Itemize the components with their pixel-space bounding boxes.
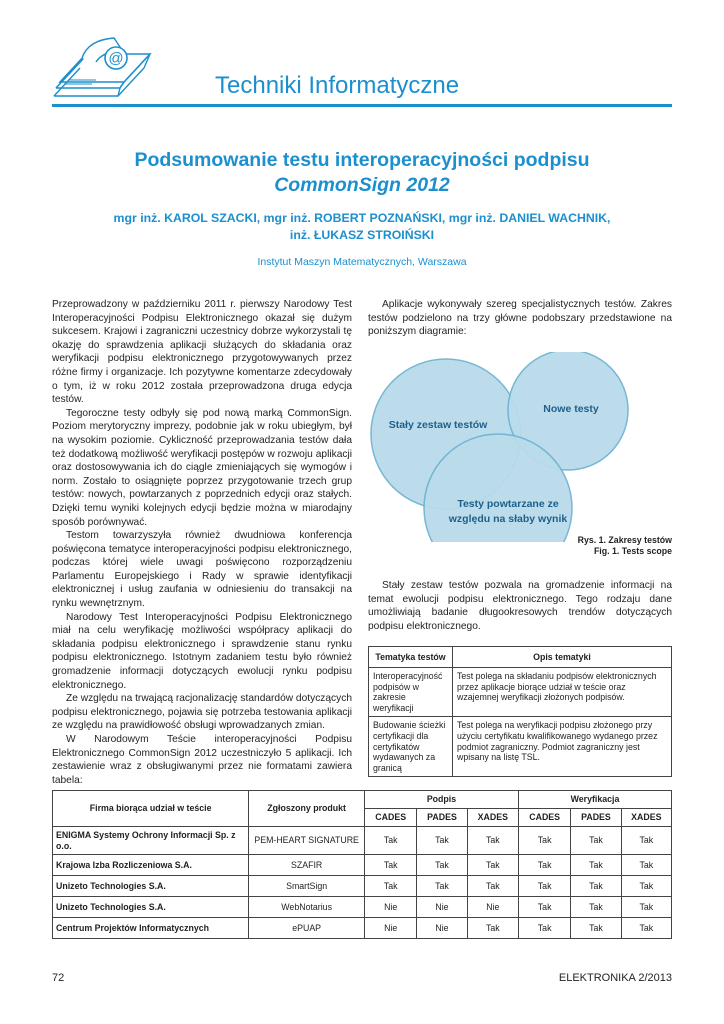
- table-cell: Nie: [467, 897, 518, 918]
- table-cell: WebNotarius: [249, 897, 365, 918]
- table-cell: SZAFIR: [249, 855, 365, 876]
- table-cell: Centrum Projektów Informatycznych: [53, 918, 249, 939]
- test-scope-diagram: [368, 352, 672, 542]
- table-cell: Tak: [417, 876, 467, 897]
- affiliation: Instytut Maszyn Matematycznych, Warszawa: [257, 256, 467, 268]
- caption-en: Fig. 1. Tests scope: [593, 546, 672, 556]
- table-cell: Tak: [518, 918, 570, 939]
- table-cell: Unizeto Technologies S.A.: [53, 876, 249, 897]
- table-cell: Tak: [467, 876, 518, 897]
- right-column-body: [368, 579, 672, 633]
- table-header: Weryfikacja: [518, 791, 671, 809]
- table-header: XADES: [621, 809, 671, 827]
- table-header: Tematyka testów: [369, 647, 453, 668]
- table-cell: Tak: [518, 855, 570, 876]
- email-book-icon: [52, 30, 158, 110]
- table-cell: Tak: [417, 855, 467, 876]
- table-cell: Nie: [365, 918, 417, 939]
- table-row: [53, 827, 672, 855]
- table-cell: Tak: [365, 876, 417, 897]
- table-cell: Test polega na składaniu podpisów elektronicznych przez aplikacje biorące udział w teście oraz wzajemnej weryfikacji złożonych podpisów.: [453, 668, 672, 717]
- table-cell: Tak: [417, 827, 467, 855]
- paragraph: W Narodowym Teście interoperacyjności Podpisu Elektronicznego CommonSign 2012 uczestniczyło 5 aplikacji. Ich zestawienie wraz z obsługiwanymi przez nie formatami zawiera tabela:: [52, 734, 352, 786]
- authors-line2: inż. ŁUKASZ STROIŃSKI: [289, 228, 435, 242]
- table-header: PADES: [571, 809, 621, 827]
- table-cell: Nie: [417, 897, 467, 918]
- table-cell: Test polega na weryfikacji podpisu złożonego przy użyciu certyfikatu kwalifikowanego wydanego przez podmiot zagraniczny. Podmiot zagraniczny jest wpisany na listę TSL.: [453, 717, 672, 777]
- table-cell: Tak: [518, 876, 570, 897]
- table-cell: Tak: [571, 855, 621, 876]
- table-cell: SmartSign: [249, 876, 365, 897]
- article-title-line1: Podsumowanie testu interoperacyjności podpisu: [134, 149, 590, 171]
- authors-line1: mgr inż. KAROL SZACKI, mgr inż. ROBERT POZNAŃSKI, mgr inż. DANIEL WACHNIK,: [113, 211, 611, 225]
- article-title-line2: CommonSign 2012: [274, 174, 450, 196]
- table-header: PADES: [417, 809, 467, 827]
- table-cell: Tak: [365, 855, 417, 876]
- table-header-row: [53, 791, 672, 809]
- section-title: Techniki Informatyczne: [215, 72, 460, 99]
- table-row: [53, 918, 672, 939]
- paragraph: Testom towarzyszyła również dwudniowa konferencja poświęcona tematyce interoperacyjności podpisu elektronicznego, podczas której wiele uwagi poświęcono rozporządzeniu Parlamentu Europejskiego i Rady w sprawie identyfikacji elektronicznej i usług zaufania w odniesieniu do transakcji na rynku wewnętrznym.: [52, 530, 352, 610]
- paragraph: Tegoroczne testy odbyły się pod nową marką CommonSign. Poziom merytoryczny imprezy, podobnie jak w roku ubiegłym, był na wysokim poziomie. Cykliczność przeprowadzania testów dała też dodatkową możliwość weryfikacji postępów w rozwoju aplikacji oraz dostosowywania ich do ciągle zmieniających się wymogów i norm. Zostało to osiągnięte poprzez przygotowanie trzech grup testów: nowych, powtarzanych z poprzednich edycji oraz stałych. Dzięki temu wyniki kolejnych edycji będzie można w miarodajny sposób porównywać.: [52, 407, 352, 528]
- caption-pl: Rys. 1. Zakresy testów: [577, 535, 672, 545]
- article-authors: [52, 210, 672, 244]
- paragraph: Narodowy Test Interoperacyjności Podpisu Elektronicznego miał na celu weryfikację możliwości współpracy aplikacji do składania podpisu elektronicznego i sprawdzenie stanu rynku podpisu elektronicznego. Istotnym zadaniem testu było również gromadzenie informacji dotyczących ewolucji rynku podpisu elektronicznego.: [52, 611, 352, 691]
- table-cell: Unizeto Technologies S.A.: [53, 897, 249, 918]
- table-row: [369, 717, 672, 777]
- table-cell: Tak: [571, 827, 621, 855]
- table-header: Zgłoszony produkt: [249, 791, 365, 827]
- table-cell: Tak: [467, 827, 518, 855]
- table-row: [53, 855, 672, 876]
- table-row: [369, 668, 672, 717]
- table-header: CADES: [518, 809, 570, 827]
- label-powtarzane-1: Testy powtarzane ze: [457, 498, 559, 510]
- table-header: Opis tematyki: [453, 647, 672, 668]
- topics-table: [368, 646, 672, 777]
- paragraph: Przeprowadzony w październiku 2011 r. pierwszy Narodowy Test Interoperacyjności Podpisu Elektronicznego okazał się dużym sukcesem. Krajowi i zagraniczni uczestnicy dobrze wykorzystali tę okazję do sprawdzenia aplikacji służących do składania oraz weryfikacji podpisu elektronicznego przygotowywanych przez różne firmy i organizacje. Ich pozytywne komentarze zdecydowały o tym, iż w roku 2012 została przeprowadzona druga edycja testów.: [52, 299, 352, 406]
- label-stale: Stały zestaw testów: [388, 419, 488, 431]
- paragraph: Stały zestaw testów pozwala na gromadzenie informacji na temat ewolucji podpisu elektronicznego. Tego rodzaju dane umożliwiają badanie długookresowych trendów dotyczących podpisu elektronicznego.: [368, 580, 672, 632]
- table-cell: Tak: [621, 876, 671, 897]
- left-column: [52, 298, 352, 787]
- table-cell: Tak: [621, 827, 671, 855]
- table-cell: Nie: [365, 897, 417, 918]
- table-cell: Tak: [365, 827, 417, 855]
- table-header: CADES: [365, 809, 417, 827]
- article-title: [52, 148, 672, 198]
- table-header-row: [369, 647, 672, 668]
- table-cell: Krajowa Izba Rozliczeniowa S.A.: [53, 855, 249, 876]
- table-cell: Tak: [518, 897, 570, 918]
- table-row: [53, 897, 672, 918]
- table-cell: Nie: [417, 918, 467, 939]
- label-nowe: Nowe testy: [543, 403, 599, 415]
- table-cell: Tak: [467, 918, 518, 939]
- figure-caption: [520, 535, 672, 557]
- table-cell: PEM-HEART SIGNATURE: [249, 827, 365, 855]
- table-cell: Tak: [621, 897, 671, 918]
- table-cell: Tak: [518, 827, 570, 855]
- table-cell: Tak: [571, 897, 621, 918]
- participants-table: [52, 790, 672, 939]
- table-cell: ENIGMA Systemy Ochrony Informacji Sp. z o.o.: [53, 827, 249, 855]
- page-number: 72: [52, 972, 65, 984]
- table-row: [53, 876, 672, 897]
- journal-issue: ELEKTRONIKA 2/2013: [558, 972, 672, 984]
- svg-text:@: @: [108, 50, 124, 67]
- header-rule: [52, 104, 672, 107]
- table-header: Podpis: [365, 791, 519, 809]
- label-powtarzane-2: względu na słaby wynik: [448, 513, 568, 525]
- table-cell: Budowanie ścieżki certyfikacji dla certyfikatów wydawanych za granicą: [369, 717, 453, 777]
- table-cell: Tak: [571, 876, 621, 897]
- table-cell: ePUAP: [249, 918, 365, 939]
- table-cell: Tak: [571, 918, 621, 939]
- table-header: XADES: [467, 809, 518, 827]
- table-cell: Tak: [467, 855, 518, 876]
- table-header: Firma biorąca udział w teście: [53, 791, 249, 827]
- table-cell: Interoperacyjność podpisów w zakresie weryfikacji: [369, 668, 453, 717]
- right-column-intro: [368, 298, 672, 339]
- table-cell: Tak: [621, 855, 671, 876]
- paragraph: Ze względu na trwającą racjonalizację standardów dotyczących podpisu elektronicznego, pojawia się potrzeba testowania aplikacji ze względu na prawidłowość obsługi wprowadzanych zmian.: [52, 693, 352, 732]
- paragraph: Aplikacje wykonywały szereg specjalistycznych testów. Zakres testów podzielono na trzy główne podobszary przedstawione na poniższym diagramie:: [368, 299, 672, 338]
- table-cell: Tak: [621, 918, 671, 939]
